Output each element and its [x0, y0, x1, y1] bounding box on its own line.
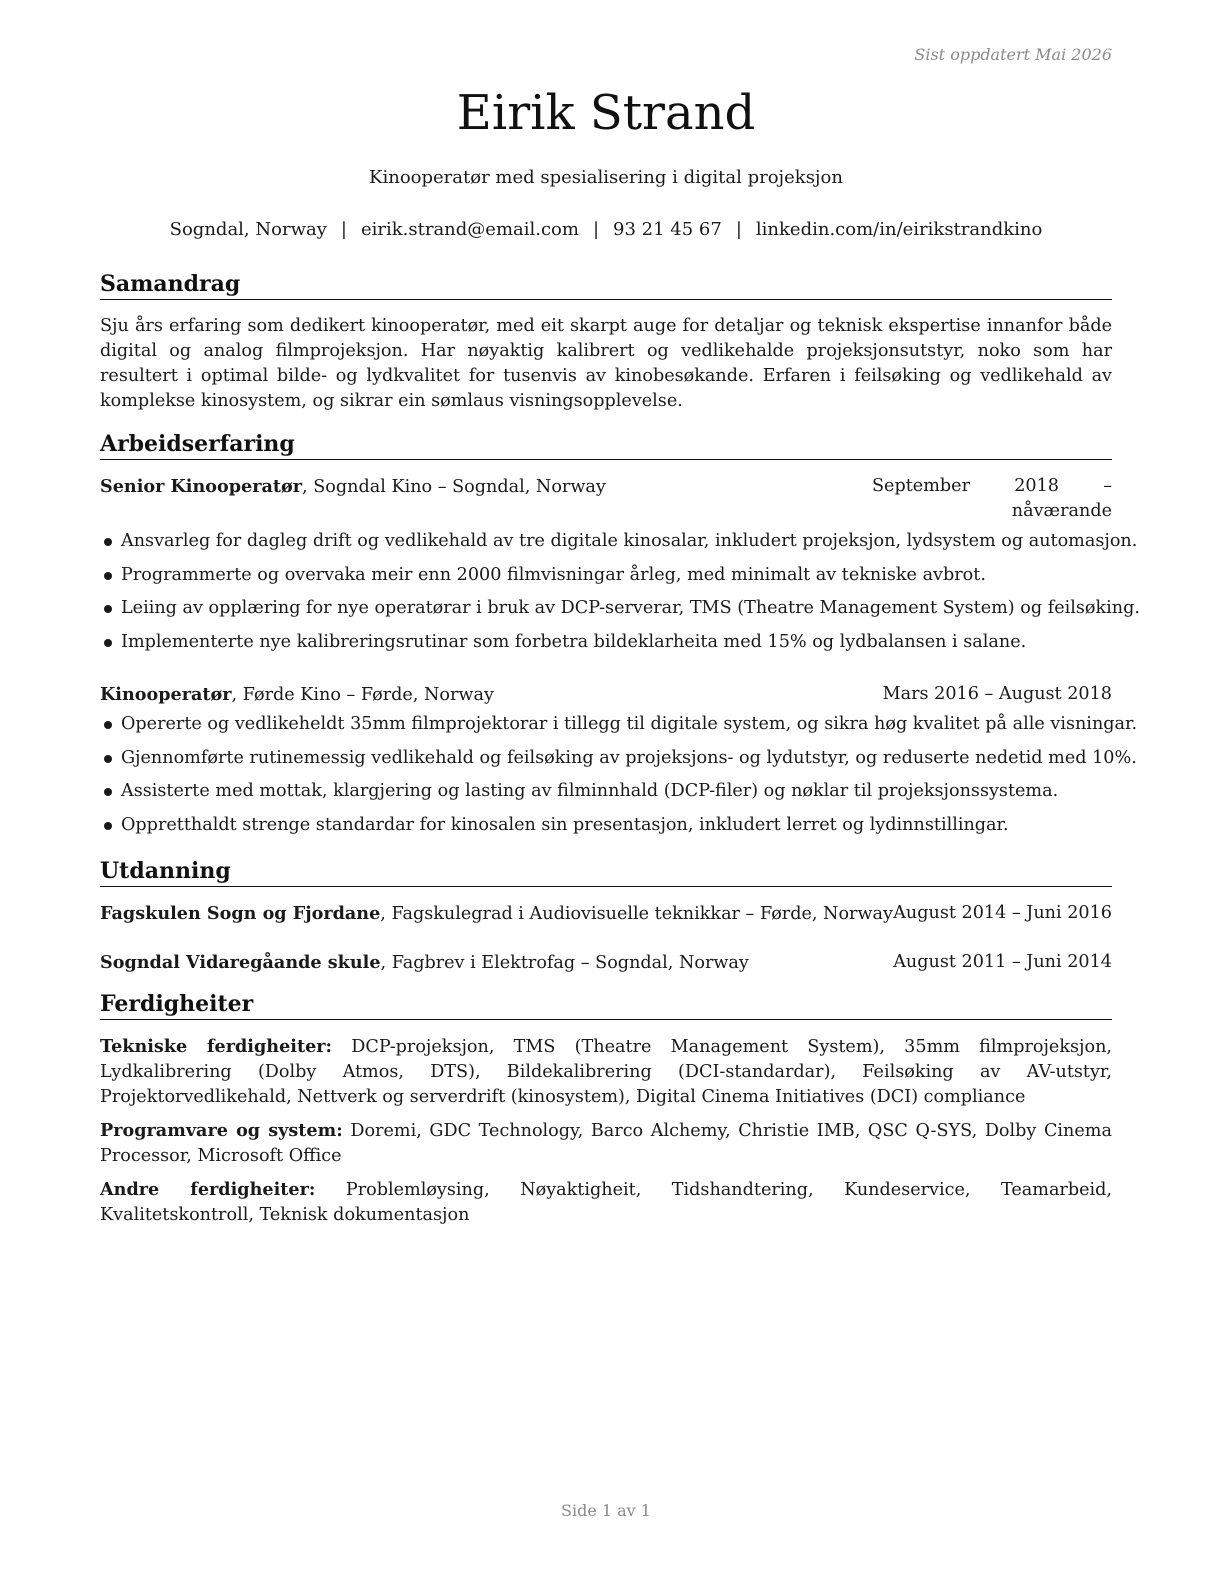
education-detail: , Fagskulegrad i Audiovisuelle teknikkar – Førde, Norway	[380, 904, 893, 924]
list-item	[100, 563, 1112, 588]
tagline: Kinooperatør med spesialisering i digital projeksjon	[369, 167, 843, 188]
last-updated: Sist oppdatert Mai 2026	[914, 45, 1112, 64]
contact-location: Sogndal, Norway	[169, 219, 327, 240]
education-line	[100, 901, 893, 927]
bullet-icon	[104, 721, 112, 729]
bullet-icon	[104, 538, 112, 546]
job-title-line	[100, 474, 606, 500]
skill-group-technical	[100, 1034, 1112, 1110]
skill-text: DCP-projeksjon, TMS (Theatre Management System), 35mm filmprojeksjon, Lydkalibrering (Dolby Atmos, DTS), Bildekalibrering (DCI-standardar), Feilsøking av AV-utstyr, Projektorvedlikehald, Nettverk og serverdrift (kinosystem), Digital Cinema Initiatives (DCI) compliance	[100, 1037, 1112, 1107]
resume-page	[100, 0, 1140, 1584]
list-item	[100, 529, 1138, 554]
skill-label: Programvare og system:	[100, 1120, 343, 1141]
bullet-icon	[104, 605, 112, 613]
list-item	[100, 630, 1112, 655]
education-school: Sogndal Vidaregåande skule	[100, 952, 381, 973]
list-item	[100, 712, 1138, 737]
skill-group-software	[100, 1118, 1112, 1169]
bullet-icon	[104, 822, 112, 830]
bullet-text: Oppretthaldt strenge standardar for kinosalen sin presentasjon, inkludert lerret og lydinnstillingar.	[121, 814, 1009, 835]
job-org: , Sogndal Kino – Sogndal, Norway	[302, 477, 606, 497]
bullet-icon	[104, 639, 112, 647]
job-role: Kinooperatør	[100, 684, 232, 705]
list-item	[100, 779, 1112, 804]
list-item	[100, 596, 1140, 621]
skill-group-other	[100, 1177, 1112, 1228]
job-org: , Førde Kino – Førde, Norway	[231, 685, 494, 705]
section-title-skills: Ferdigheiter	[100, 990, 1112, 1020]
bullet-text: Opererte og vedlikeheldt 35mm filmprojektorar i tillegg til digitale system, og sikra høg kvalitet på alle visningar.	[121, 714, 1138, 734]
list-item	[100, 746, 1137, 771]
skill-text: Doremi, GDC Technology, Barco Alchemy, Christie IMB, QSC Q-SYS, Dolby Cinema Processor, Microsoft Office	[100, 1121, 1112, 1166]
skill-text: Problemløysing, Nøyaktigheit, Tidshandtering, Kundeservice, Teamarbeid, Kvalitetskontroll, Teknisk dokumentasjon	[100, 1180, 1112, 1225]
education-dates: August 2014 – Juni 2016	[893, 903, 1112, 923]
job-title-line	[100, 682, 494, 708]
bullet-text: Programmerte og overvaka meir enn 2000 filmvisningar årleg, med minimalt av tekniske avbrot.	[121, 564, 986, 585]
contact-line	[100, 219, 1112, 240]
contact-linkedin[interactable]: linkedin.com/in/eirikstrandkino	[755, 219, 1043, 240]
job-bullets	[100, 712, 1138, 846]
bullet-icon	[104, 572, 112, 580]
bullet-text: Implementerte nye kalibreringsrutinar som forbetra bildeklarheita med 15% og lydbalansen i salane.	[121, 631, 1027, 652]
job-role: Senior Kinooperatør	[100, 476, 303, 497]
education-school: Fagskulen Sogn og Fjordane	[100, 903, 381, 924]
education-line	[100, 950, 749, 976]
contact-email[interactable]: eirik.strand@email.com	[360, 219, 579, 240]
contact-separator: |	[735, 219, 742, 240]
contact-separator: |	[592, 219, 600, 240]
education-dates: August 2011 – Juni 2014	[893, 952, 1112, 972]
bullet-text: Gjennomførte rutinemessig vedlikehald og feilsøking av projeksjons- og lydutstyr, og reduserte nedetid med 10%.	[121, 747, 1137, 768]
summary-text: Sju års erfaring som dedikert kinooperatør, med eit skarpt auge for detaljar og teknisk ekspertise innanfor både digital og analog filmprojeksjon. Har nøyaktig kalibrert og vedlikehalde projeksjonsutstyr, noko som har resultert i optimal bilde- og lydkvalitet for tusenvis av kinobesøkande. Erfaren i feilsøking og vedlikehald av komplekse kinosystem, og sikrar ein sømlaus visningsopplevelse.	[100, 316, 1112, 411]
job-dates: September 2018 – nåværande	[872, 476, 1112, 521]
bullet-icon	[104, 788, 112, 796]
bullet-icon	[104, 755, 112, 763]
contact-separator: |	[340, 219, 347, 240]
skill-label: Tekniske ferdigheiter:	[100, 1036, 333, 1057]
candidate-name: Eirik Strand	[456, 85, 756, 141]
job-dates: Mars 2016 – August 2018	[882, 684, 1112, 704]
page-number: Side 1 av 1	[561, 1501, 651, 1520]
list-item	[100, 813, 1112, 838]
bullet-text: Leiing av opplæring for nye operatørar i bruk av DCP-serverar, TMS (Theatre Management System) og feilsøking.	[121, 598, 1140, 618]
education-detail: , Fagbrev i Elektrofag – Sogndal, Norway	[380, 953, 749, 973]
job-bullets	[100, 529, 1140, 663]
bullet-text: Ansvarleg for dagleg drift og vedlikehald av tre digitale kinosalar, inkludert projeksjon, lydsystem og automasjon.	[121, 531, 1138, 551]
section-title-summary: Samandrag	[100, 270, 1112, 300]
section-title-experience: Arbeidserfaring	[100, 430, 1112, 460]
section-title-education: Utdanning	[100, 857, 1112, 887]
skill-label: Andre ferdigheiter:	[100, 1179, 316, 1200]
contact-phone: 93 21 45 67	[613, 219, 722, 240]
bullet-text: Assisterte med mottak, klargjering og lasting av filminnhald (DCP-filer) og nøklar til projeksjonssystema.	[121, 781, 1059, 801]
